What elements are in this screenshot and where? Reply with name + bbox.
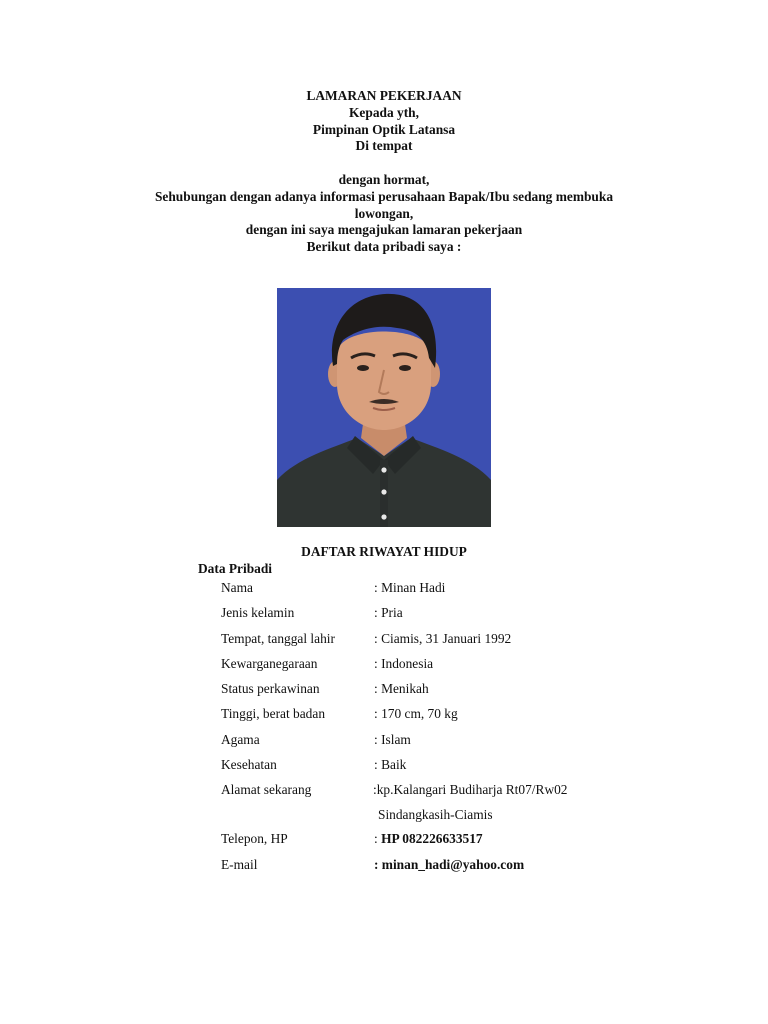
row-label: Kewarganegaraan [221, 656, 318, 671]
letter-heading [0, 88, 768, 256]
address-continued: Sindangkasih-Ciamis [378, 807, 493, 822]
section-title-personal-data: Data Pribadi [198, 561, 273, 576]
row-value-prefix: : [374, 831, 382, 846]
profile-photo [277, 288, 491, 527]
greeting: dengan hormat, [338, 171, 430, 187]
row-value: : Indonesia [374, 656, 434, 671]
row-value: : 170 cm, 70 kg [374, 706, 458, 721]
row-label: Alamat sekarang [221, 782, 312, 797]
row-label: Tempat, tanggal lahir [221, 631, 335, 646]
row-label: Nama [221, 580, 253, 595]
body-line-3: dengan ini saya mengajukan lamaran pekerjaan [245, 222, 523, 238]
row-label: Status perkawinan [221, 681, 320, 696]
portrait-image [277, 288, 491, 527]
spacer [0, 155, 768, 172]
row-label: Tinggi, berat badan [221, 706, 326, 721]
row-value: : Menikah [374, 681, 429, 696]
row-value: : Minan Hadi [374, 580, 446, 595]
body-line-4: Berikut data pribadi saya : [306, 239, 462, 255]
row-label: Telepon, HP [221, 831, 288, 846]
row-value: : Pria [374, 605, 403, 620]
row-label: Jenis kelamin [221, 605, 295, 620]
row-label: E-mail [221, 857, 258, 872]
row-value: : Baik [374, 757, 407, 772]
recipient-line-3: Di tempat [355, 138, 413, 154]
email-address: : minan_hadi@yahoo.com [374, 857, 525, 872]
body-line-1: Sehubungan dengan adanya informasi perusahaan Bapak/Ibu sedang membuka [154, 188, 614, 204]
phone-number: HP 082226633517 [381, 831, 483, 846]
body-line-2: lowongan, [354, 205, 414, 221]
row-value: : Islam [374, 732, 411, 747]
row-value: :kp.Kalangari Budiharja Rt07/Rw02 [373, 782, 568, 797]
recipient-line-1: Kepada yth, [349, 104, 419, 120]
row-value: : Ciamis, 31 Januari 1992 [374, 631, 512, 646]
row-value [374, 831, 483, 847]
cv-title: DAFTAR RIWAYAT HIDUP [301, 544, 467, 559]
letter-title: LAMARAN PEKERJAAN [306, 88, 462, 103]
row-label: Agama [221, 732, 260, 747]
row-label: Kesehatan [221, 757, 277, 772]
recipient-line-2: Pimpinan Optik Latansa [312, 121, 456, 137]
